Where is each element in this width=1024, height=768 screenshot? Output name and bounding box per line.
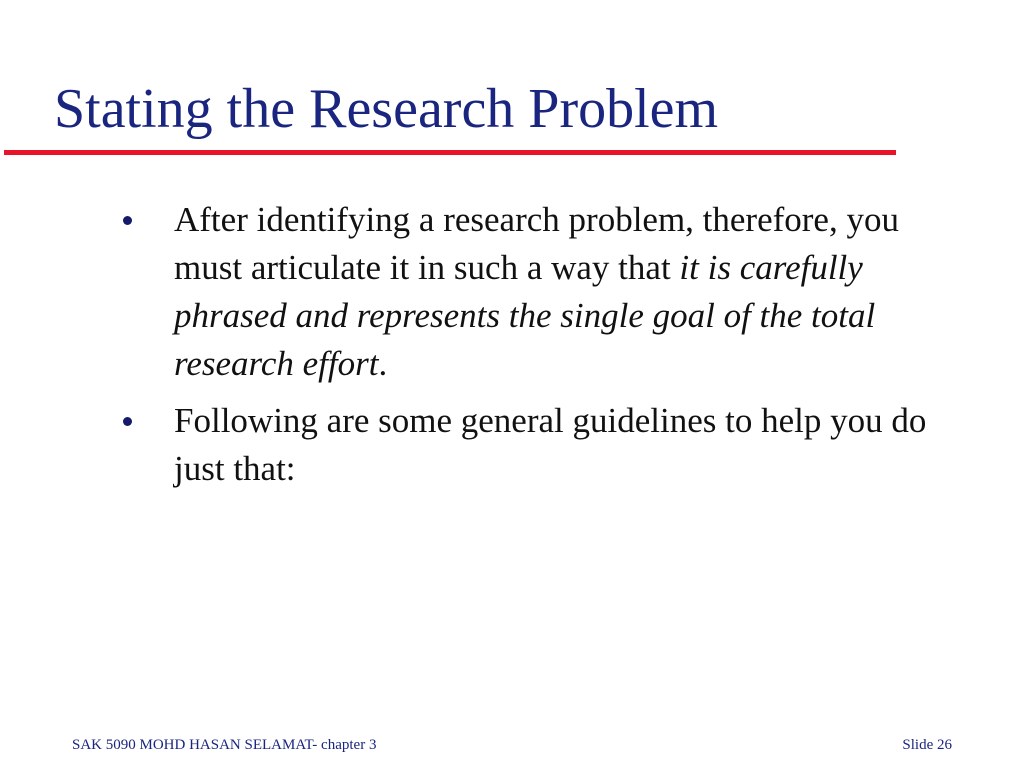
bullet-1-period: . <box>378 344 388 383</box>
bullet-1-italic-text: it is carefully phrased and represents the single goal of the total research effort <box>174 248 876 383</box>
footer-course-label: SAK 5090 MOHD HASAN SELAMAT- chapter 3 <box>72 737 377 753</box>
slide-title: Stating the Research Problem <box>54 78 719 140</box>
bullet-list <box>118 196 958 502</box>
bullet-dot-icon <box>123 417 132 426</box>
bullet-dot-icon <box>123 216 132 225</box>
title-underline <box>4 150 896 155</box>
bullet-2-text: Following are some general guidelines to help you do just that: <box>174 401 927 488</box>
bullet-1-text: After identifying a research problem, therefore, you must articulate it in such a way that <box>174 200 899 287</box>
bullet-item-2 <box>118 397 958 493</box>
footer-slide-number: Slide 26 <box>902 737 952 753</box>
bullet-item-1 <box>118 196 958 388</box>
